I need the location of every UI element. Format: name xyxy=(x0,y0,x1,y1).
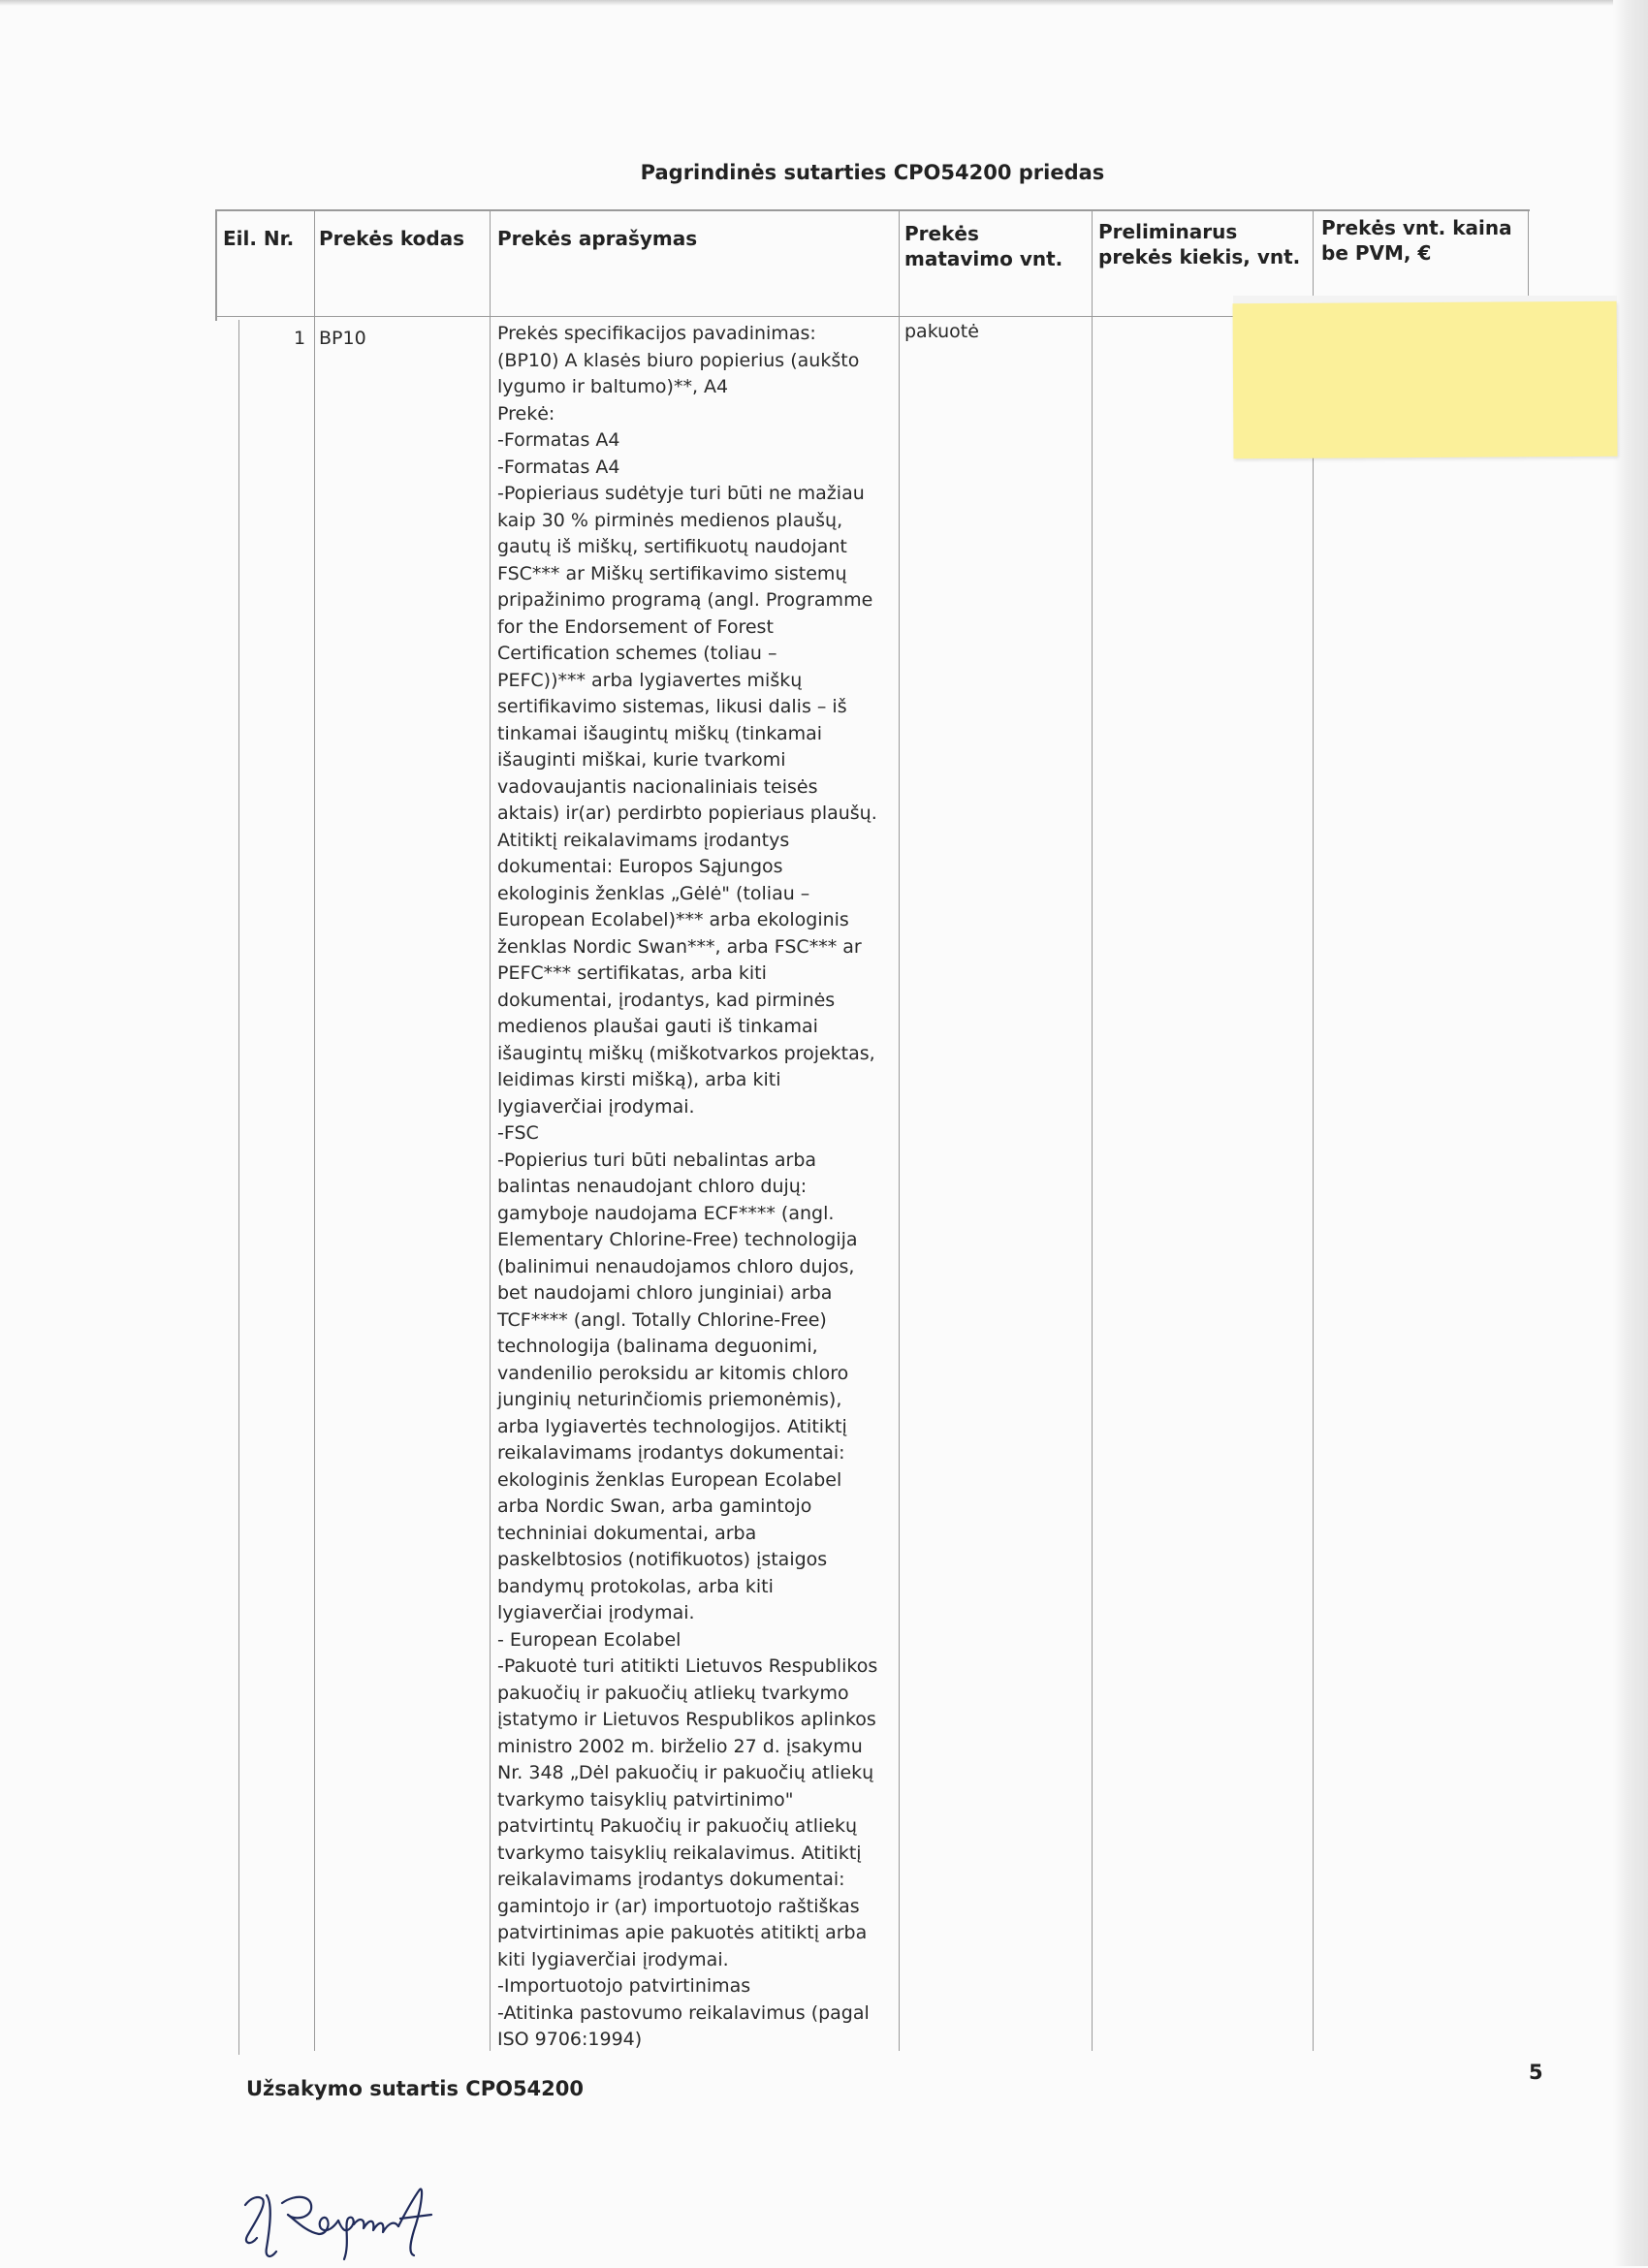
col-line-nr xyxy=(314,209,315,2051)
description-line: leidimas kirsti mišką), arba kiti xyxy=(497,1069,781,1090)
description-line: gautų iš miškų, sertifikuotų naudojant xyxy=(497,536,847,557)
description-line: reikalavimams įrodantys dokumentai: xyxy=(497,1869,845,1890)
handwritten-signature xyxy=(238,2176,460,2268)
description-line: -Popieriaus sudėtyje turi būti ne mažiau xyxy=(497,483,865,504)
description-line: lygiaverčiai įrodymai. xyxy=(497,1095,695,1118)
description-line: aktais) ir(ar) perdirbto popieriaus plaušų. xyxy=(497,803,877,824)
description-line: PEFC))*** arba lygiavertes miškų xyxy=(497,669,803,691)
description-line: -Popierius turi būti nebalintas arba xyxy=(497,1149,817,1171)
header-matavimo-line1: Prekės xyxy=(904,222,979,245)
description-line: -Formatas A4 xyxy=(497,429,620,451)
description-line: gamyboje naudojama ECF**** (angl. xyxy=(497,1202,835,1224)
description-line: Prekės specifikacijos pavadinimas: xyxy=(497,323,816,344)
description-line: -Pakuotė turi atitikti Lietuvos Respublikos xyxy=(497,1655,878,1677)
description-line: tvarkymo taisyklių reikalavimus. Atitiktį xyxy=(497,1842,862,1864)
description-line: lygiaverčiai įrodymai. xyxy=(497,1602,695,1623)
header-eil-nr: Eil. Nr. xyxy=(223,227,295,250)
description-line: paskelbtosios (notifikuotos) įstaigos xyxy=(497,1549,828,1570)
product-description xyxy=(497,321,924,2054)
header-kaina-line1: Prekės vnt. kaina xyxy=(1321,216,1512,239)
description-line: medienos plaušai gauti iš tinkamai xyxy=(497,1016,818,1037)
description-line: techniniai dokumentai, arba xyxy=(497,1522,757,1544)
header-kiekis xyxy=(1098,219,1300,269)
description-line: -Atitinka pastovumo reikalavimus (pagal xyxy=(497,2001,870,2024)
description-line: ženklas Nordic Swan***, arba FSC*** ar xyxy=(497,935,862,958)
description-line: vadovaujantis nacionaliniais teisės xyxy=(497,775,818,798)
page-number: 5 xyxy=(1529,2061,1543,2084)
description-line: tinkamai išaugintų miškų (tinkamai xyxy=(497,722,823,744)
description-line: patvirtintų Pakuočių ir pakuočių atliekų xyxy=(497,1815,858,1837)
header-kodas: Prekės kodas xyxy=(319,227,465,250)
product-code: BP10 xyxy=(319,328,366,349)
description-line: ekologinis ženklas „Gėlė" (toliau – xyxy=(497,882,810,904)
row-line-left xyxy=(238,320,239,2055)
description-line: - European Ecolabel xyxy=(497,1628,681,1651)
unit-cell: pakuotė xyxy=(904,321,979,342)
col-line-left xyxy=(215,209,217,321)
description-line: -Formatas A4 xyxy=(497,456,620,478)
description-line: technologija (balinama deguonimi, xyxy=(497,1336,818,1357)
description-line: ministro 2002 m. birželio 27 d. įsakymu xyxy=(497,1735,863,1757)
description-line: -FSC xyxy=(497,1122,539,1144)
description-line: bet naudojami chloro junginiai) arba xyxy=(497,1282,833,1304)
description-line: išauginti miškai, kurie tvarkomi xyxy=(497,749,786,771)
description-line: Certification schemes (toliau – xyxy=(497,643,777,664)
description-line: gamintojo ir (ar) importuotojo raštiškas xyxy=(497,1895,860,1917)
description-line: dokumentai: Europos Sąjungos xyxy=(497,856,783,877)
scan-right-edge xyxy=(1613,0,1648,2266)
document-title: Pagrindinės sutarties CPO54200 priedas xyxy=(640,161,1105,184)
col-line-qty xyxy=(1313,209,1314,2051)
description-line: pripažinimo programą (angl. Programme xyxy=(497,589,873,611)
description-line: tvarkymo taisyklių patvirtinimo" xyxy=(497,1788,794,1811)
description-line: ekologinis ženklas European Ecolabel xyxy=(497,1468,842,1491)
header-kaina-line2: be PVM, € xyxy=(1321,241,1432,265)
description-line: dokumentai, įrodantys, kad pirminės xyxy=(497,989,836,1011)
description-line: įstatymo ir Lietuvos Respublikos aplinkos xyxy=(497,1709,876,1730)
scan-top-shadow xyxy=(0,0,1648,6)
description-line: pakuočių ir pakuočių atliekų tvarkymo xyxy=(497,1682,849,1704)
description-line: -Importuotojo patvirtinimas xyxy=(497,1975,751,1997)
description-line: vandenilio peroksidu ar kitomis chloro xyxy=(497,1362,849,1384)
row-number: 1 xyxy=(294,328,306,349)
header-kiekis-line2: prekės kiekis, vnt. xyxy=(1098,245,1301,268)
description-line: junginių neturinčiomis priemonėmis), xyxy=(497,1389,842,1410)
description-line: išaugintų miškų (miškotvarkos projektas, xyxy=(497,1042,875,1064)
description-line: TCF**** (angl. Totally Chlorine-Free) xyxy=(497,1308,827,1331)
description-line: Prekė: xyxy=(497,402,555,425)
header-aprasymas: Prekės aprašymas xyxy=(497,227,698,250)
header-matavimo-line2: matavimo vnt. xyxy=(904,247,1063,270)
description-line: reikalavimams įrodantys dokumentai: xyxy=(497,1442,845,1464)
description-line: European Ecolabel)*** arba ekologinis xyxy=(497,909,849,930)
description-line: Atitiktį reikalavimams įrodantys xyxy=(497,829,790,851)
description-line: bandymų protokolas, arba kiti xyxy=(497,1575,774,1597)
description-line: sertifikavimo sistemas, likusi dalis – iš xyxy=(497,696,847,717)
description-line: kaip 30 % pirminės medienos plaušų, xyxy=(497,509,843,531)
description-line: Elementary Chlorine-Free) technologija xyxy=(497,1229,858,1250)
description-line: lygumo ir baltumo)**, A4 xyxy=(497,376,729,397)
description-line: Nr. 348 „Dėl pakuočių ir pakuočių atliekų xyxy=(497,1762,874,1783)
description-line: FSC*** ar Miškų sertifikavimo sistemų xyxy=(497,562,847,584)
description-line: ISO 9706:1994) xyxy=(497,2029,643,2050)
table-top-border xyxy=(215,209,1530,211)
description-line: (balinimui nenaudojamos chloro dujos, xyxy=(497,1255,855,1277)
description-line: arba lygiavertės technologijos. Atitiktį xyxy=(497,1415,847,1437)
description-line: kiti lygiaverčiai įrodymai. xyxy=(497,1948,729,1970)
footer-contract: Užsakymo sutartis CPO54200 xyxy=(246,2077,584,2100)
description-line: patvirtinimas apie pakuotės atitiktį arba xyxy=(497,1922,868,1943)
description-line: (BP10) A klasės biuro popierius (aukšto xyxy=(497,349,860,371)
header-matavimo xyxy=(904,221,1062,271)
header-kaina xyxy=(1321,215,1512,266)
sticky-note xyxy=(1233,301,1618,458)
description-line: PEFC*** sertifikatas, arba kiti xyxy=(497,962,767,984)
description-line: arba Nordic Swan, arba gamintojo xyxy=(497,1496,812,1517)
description-line: for the Endorsement of Forest xyxy=(497,615,774,638)
description-line: balintas nenaudojant chloro dujų: xyxy=(497,1176,808,1197)
header-kiekis-line1: Preliminarus xyxy=(1098,220,1238,243)
col-line-code xyxy=(490,209,491,2051)
col-line-unit xyxy=(1092,209,1093,2051)
